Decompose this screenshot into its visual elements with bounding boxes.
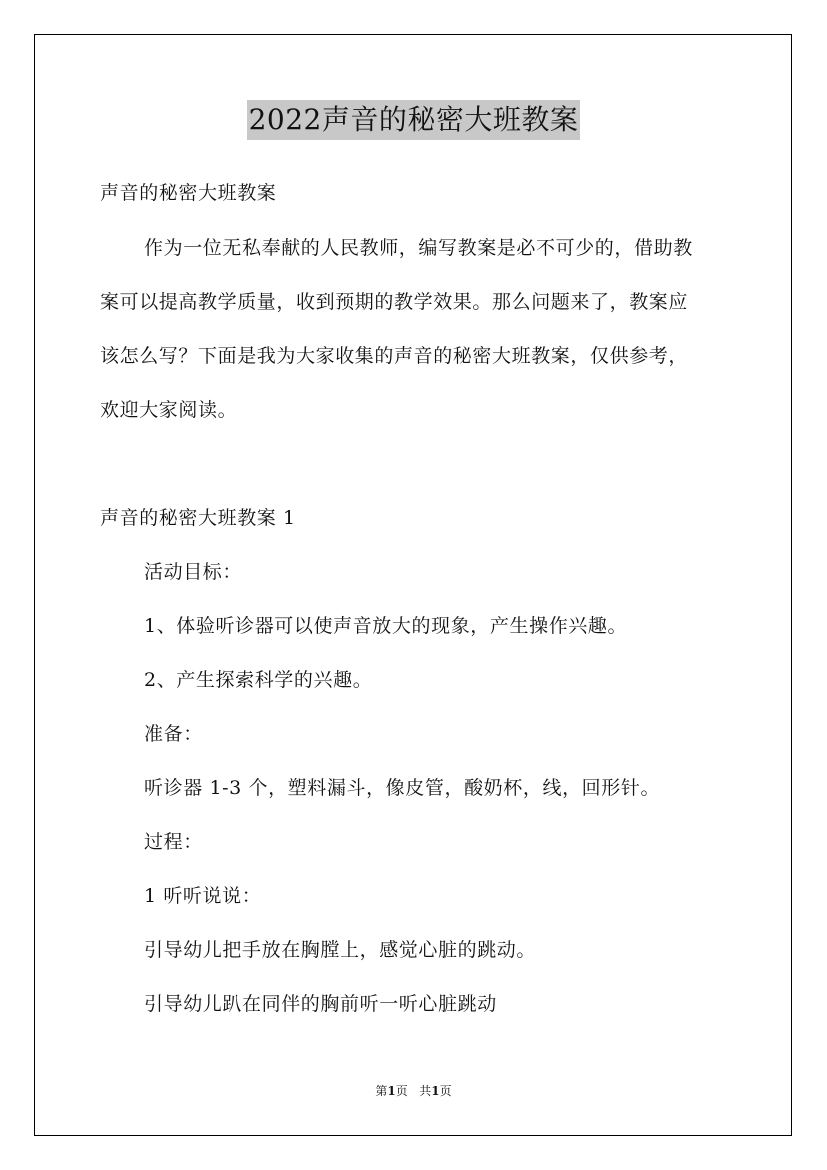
intro-heading: 声音的秘密大班教案 (100, 182, 277, 204)
prep-label: 准备： (144, 723, 203, 745)
step-1b: 引导幼儿趴在同伴的胸前听一听心脏跳动 (144, 993, 497, 1015)
footer-total-pages: 1 (431, 1084, 440, 1098)
document-title: 2022声音的秘密大班教案 (247, 100, 581, 140)
intro-line-1: 作为一位无私奉献的人民教师，编写教案是必不可少的，借助教 (144, 237, 693, 259)
step-1a: 引导幼儿把手放在胸膛上，感觉心脏的跳动。 (144, 939, 537, 961)
intro-line-2: 案可以提高教学质量，收到预期的教学效果。那么问题来了，教案应 (100, 291, 689, 313)
page-footer (0, 1083, 827, 1099)
footer-mid: 页 共 (395, 1084, 432, 1098)
goal-item-2: 2、产生探索科学的兴趣。 (144, 669, 373, 691)
footer-suffix: 页 (439, 1084, 452, 1098)
goal-item-1: 1、体验听诊器可以使声音放大的现象，产生操作兴趣。 (144, 615, 628, 637)
process-label: 过程： (144, 831, 203, 853)
intro-line-4: 欢迎大家阅读。 (100, 399, 238, 421)
prep-text: 听诊器 1-3 个，塑料漏斗，像皮管，酸奶杯，线，回形针。 (144, 777, 661, 799)
goal-label: 活动目标： (144, 561, 243, 583)
title-container (0, 100, 827, 140)
step-1: 1 听听说说： (144, 885, 262, 907)
intro-line-3: 该怎么写？下面是我为大家收集的声音的秘密大班教案，仅供参考， (100, 345, 689, 367)
footer-prefix: 第 (375, 1084, 388, 1098)
footer-page-number: 1 (387, 1084, 396, 1098)
section1-heading: 声音的秘密大班教案 1 (100, 507, 296, 529)
